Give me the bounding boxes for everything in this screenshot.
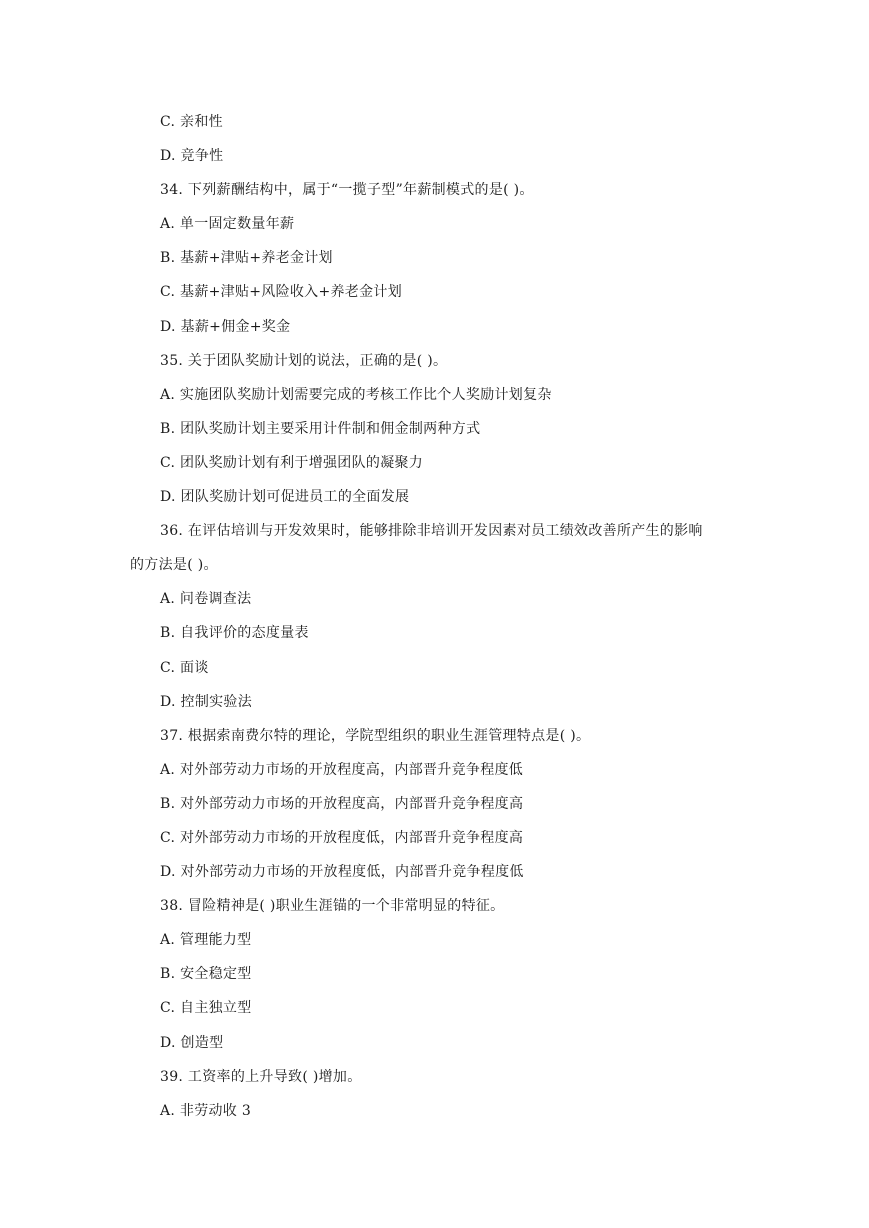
option-a: A. 非劳动收 3 (160, 1102, 252, 1119)
question-35: 35. 关于团队奖励计划的说法，正确的是( )。 (160, 352, 448, 369)
option-b: B. 对外部劳动力市场的开放程度高，内部晋升竞争程度高 (160, 795, 524, 812)
option-a: A. 管理能力型 (160, 932, 252, 949)
option-b: B. 安全稳定型 (160, 966, 252, 983)
question-36: 36. 在评估培训与开发效果时，能够排除非培训开发因素对员工绩效改善所产生的影响 (160, 523, 703, 540)
question-34: 34. 下列薪酬结构中，属于“一揽子型”年薪制模式的是( )。 (160, 182, 534, 199)
text-line: D. 竞争性 (160, 148, 224, 165)
option-c: C. 基薪+津贴+风险收入+养老金计划 (160, 284, 403, 301)
option-b: B. 团队奖励计划主要采用计件制和佣金制两种方式 (160, 420, 481, 437)
option-c: C. 面谈 (160, 659, 209, 676)
option-d: D. 控制实验法 (160, 693, 253, 710)
option-b: B. 自我评价的态度量表 (160, 625, 309, 642)
option-a: A. 问卷调查法 (160, 591, 252, 608)
option-a: A. 实施团队奖励计划需要完成的考核工作比个人奖励计划复杂 (160, 386, 552, 403)
option-d: D. 团队奖励计划可促进员工的全面发展 (160, 489, 410, 506)
question-37: 37. 根据索南费尔特的理论，学院型组织的职业生涯管理特点是( )。 (160, 727, 591, 744)
option-a: A. 单一固定数量年薪 (160, 216, 295, 233)
option-c: C. 对外部劳动力市场的开放程度低，内部晋升竞争程度高 (160, 829, 524, 846)
option-d: D. 创造型 (160, 1034, 224, 1051)
question-36-continued: 的方法是( )。 (130, 557, 218, 574)
document-body (0, 108, 869, 1131)
question-38: 38. 冒险精神是( )职业生涯锚的一个非常明显的特征。 (160, 898, 505, 915)
option-c: C. 自主独立型 (160, 1000, 252, 1017)
option-a: A. 对外部劳动力市场的开放程度高，内部晋升竞争程度低 (160, 761, 524, 778)
text-line: C. 亲和性 (160, 114, 223, 130)
option-d: D. 基薪+佣金+奖金 (160, 318, 291, 335)
option-b: B. 基薪+津贴+养老金计划 (160, 250, 333, 267)
option-c: C. 团队奖励计划有利于增强团队的凝聚力 (160, 454, 424, 471)
question-39: 39. 工资率的上升导致( )增加。 (160, 1068, 362, 1085)
option-d: D. 对外部劳动力市场的开放程度低，内部晋升竞争程度低 (160, 864, 524, 881)
